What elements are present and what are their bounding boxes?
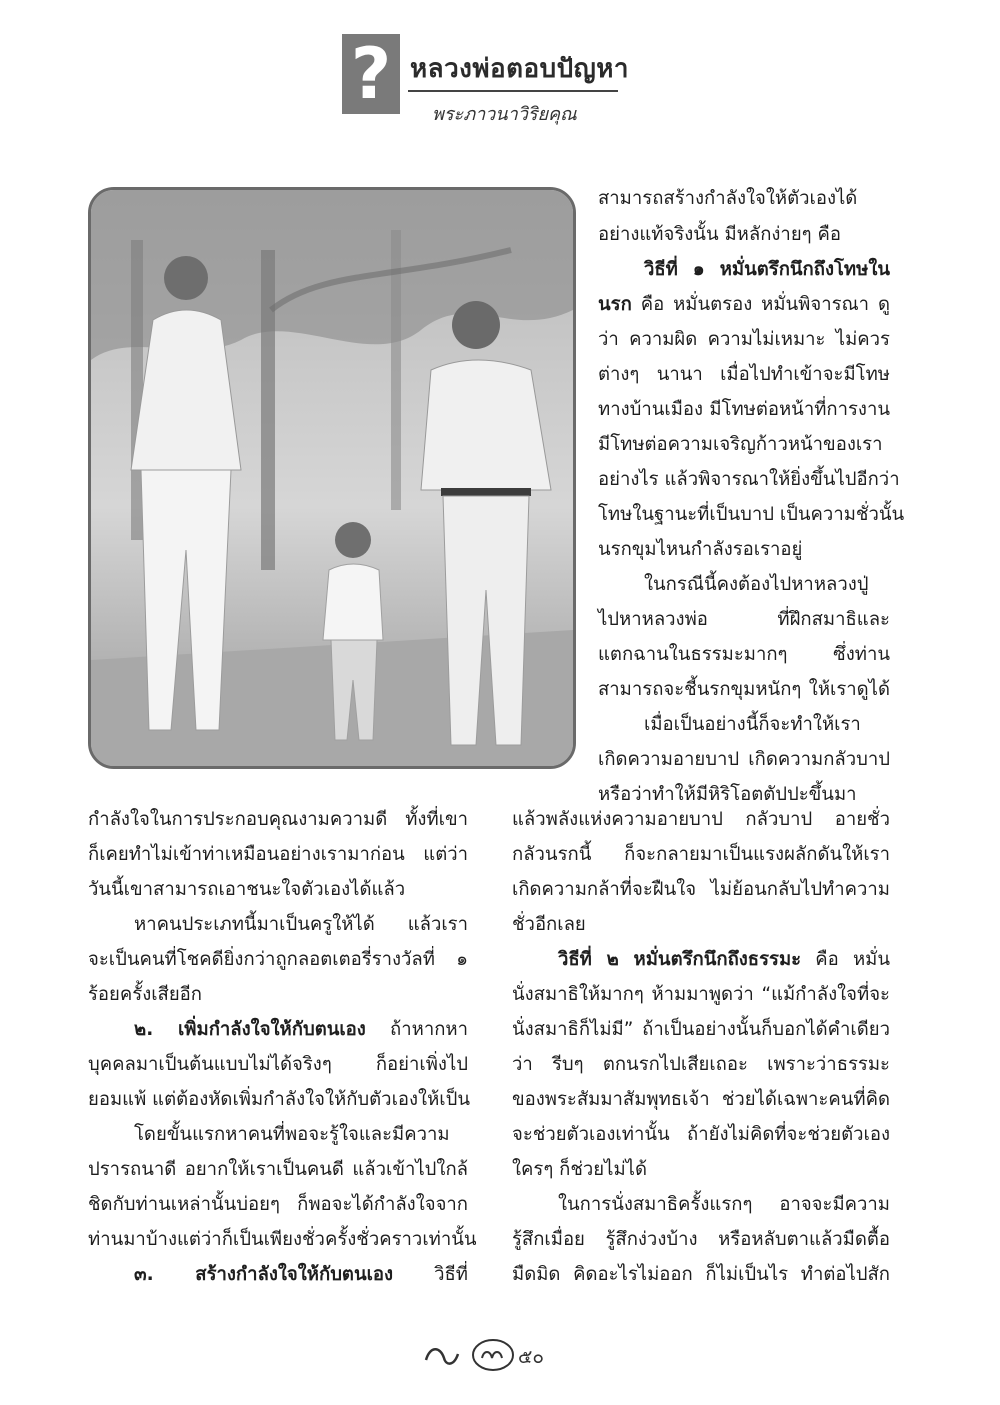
author-name: พระภาวนาวิริยคุณ [432, 104, 577, 125]
right-line-6: ต่างๆ นานา เมื่อไปทำเข้าจะมีโทษ [598, 364, 890, 385]
left-line-12: ชิดกับท่านเหล่านั้นบ่อยๆ ก็พอจะได้กำลังใจจาก [88, 1194, 468, 1215]
right-line-13: ไปหาหลวงพ่อ ที่ฝึกสมาธิและ [598, 609, 890, 630]
right-line-4 [598, 288, 890, 322]
title-divider [408, 90, 618, 92]
question-mark-icon: ? [342, 34, 400, 114]
right-line-1: สามารถสร้างกำลังใจให้ตัวเองได้ [598, 188, 858, 209]
right-lower-line-5 [512, 943, 890, 977]
right-line-18: หรือว่าทำให้มีหิริโอตตัปปะขึ้นมา [598, 784, 857, 805]
right-line-9: อย่างไร แล้วพิจารณาให้ยิ่งขึ้นไปอีกว่า [598, 469, 900, 490]
right-lower-line-10: จะช่วยตัวเองเท่านั้น ถ้ายังไม่คิดที่จะช่วยตัวเอง [512, 1124, 890, 1145]
right-lower-line-3: เกิดความกล้าที่จะฝืนใจ ไม่ย้อนกลับไปทำความ [512, 879, 890, 900]
left-line-6: ร้อยครั้งเสียอีก [88, 984, 202, 1005]
line-text: คือ หมั่นตรอง หมั่นพิจารณา ดู [631, 294, 890, 315]
line-text: ถ้าหากหา [365, 1019, 469, 1040]
right-lower-line-4: ชั่วอีกเลย [512, 914, 586, 935]
left-line-13: ท่านมาบ้างแต่ว่าก็เป็นเพียงชั่วครั้งชั่วคราวเท่านั้น [88, 1229, 477, 1250]
right-line-15: สามารถจะชี้นรกขุมหนักๆ ให้เราดูได้ [598, 679, 890, 700]
right-line-16: เมื่อเป็นอย่างนี้ก็จะทำให้เรา [644, 714, 861, 735]
page-number: ๕๐ [518, 1346, 544, 1368]
left-line-14 [88, 1258, 468, 1292]
right-lower-line-7: นั่งสมาธิก็ไม่มี” ถ้าเป็นอย่างนั้นก็บอกได้คำเดียว [512, 1019, 890, 1040]
right-line-10: โทษในฐานะที่เป็นบาป เป็นความชั่วนั้น [598, 504, 905, 525]
line-text: คือ หมั่น [801, 949, 890, 970]
left-line-2: ก็เคยทำไม่เข้าท่าเหมือนอย่างเรามาก่อน แต่ว่า [88, 844, 468, 865]
right-line-3 [598, 253, 890, 287]
left-line-7 [88, 1013, 468, 1047]
right-line-7: ทางบ้านเมือง มีโทษต่อหน้าที่การงาน [598, 399, 890, 420]
right-line-14: แตกฉานในธรรมะมากๆ ซึ่งท่าน [598, 644, 890, 665]
section-2-heading: ๒. เพิ่มกำลังใจให้กับตนเอง [134, 1019, 366, 1040]
right-lower-line-9: ของพระสัมมาสัมพุทธเจ้า ช่วยได้เฉพาะคนที่คิด [512, 1089, 890, 1110]
right-line-11: นรกขุมไหนกำลังรอเราอยู่ [598, 539, 803, 560]
magazine-logo [418, 1336, 518, 1374]
left-line-4: หาคนประเภทนี้มาเป็นครูให้ได้ แล้วเรา [134, 914, 468, 935]
left-line-1: กำลังใจในการประกอบคุณงามความดี ทั้งที่เขา [88, 809, 468, 830]
right-lower-line-8: ว่า รีบๆ ตกนรกไปเสียเถอะ เพราะว่าธรรมะ [512, 1054, 890, 1075]
method-2-heading: วิธีที่ ๒ หมั่นตรึกนึกถึงธรรมะ [558, 949, 802, 970]
section-3-heading: ๓. สร้างกำลังใจให้กับตนเอง [134, 1264, 394, 1285]
left-line-5: จะเป็นคนที่โชคดียิ่งกว่าถูกลอตเตอรี่รางวัลที่ ๑ [88, 949, 468, 970]
bold-word: นรก [598, 294, 632, 315]
right-lower-line-13: รู้สึกเมื่อย รู้สึกง่วงบ้าง หรือหลับตาแล้วมืดตื้อ [512, 1229, 890, 1250]
left-line-8: บุคคลมาเป็นต้นแบบไม่ได้จริงๆ ก็อย่าเพิ่งไป [88, 1054, 468, 1075]
right-line-12: ในกรณีนี้คงต้องไปหาหลวงปู่ [644, 574, 869, 595]
left-line-10: โดยขั้นแรกหาคนที่พอจะรู้ใจและมีความ [134, 1124, 450, 1145]
right-lower-line-6: นั่งสมาธิให้มากๆ ห้ามมาพูดว่า “แม้กำลังใจที่จะ [512, 984, 890, 1005]
family-walking-photo [88, 187, 576, 769]
right-lower-line-2: กลัวนรกนี้ ก็จะกลายมาเป็นแรงผลักดันให้เรา [512, 844, 890, 865]
right-lower-line-11: ใครๆ ก็ช่วยไม่ได้ [512, 1159, 647, 1180]
page-title: หลวงพ่อตอบปัญหา [410, 54, 630, 84]
left-line-11: ปรารถนาดี อยากให้เราเป็นคนดี แล้วเข้าไปใกล้ [88, 1159, 468, 1180]
right-line-2: อย่างแท้จริงนั้น มีหลักง่ายๆ คือ [598, 224, 841, 245]
right-lower-line-1: แล้วพลังแห่งความอายบาป กลัวบาป อายชั่ว [512, 809, 890, 830]
method-1-heading: วิธีที่ ๑ หมั่นตรึกนึกถึงโทษใน [644, 259, 890, 280]
right-line-5: ว่า ความผิด ความไม่เหมาะ ไม่ควร [598, 329, 890, 350]
right-lower-line-14: มืดมิด คิดอะไรไม่ออก ก็ไม่เป็นไร ทำต่อไปสัก [512, 1264, 890, 1285]
right-line-8: มีโทษต่อความเจริญก้าวหน้าของเรา [598, 434, 883, 455]
right-line-17: เกิดความอายบาป เกิดความกลัวบาป [598, 749, 890, 770]
left-line-9: ยอมแพ้ แต่ต้องหัดเพิ่มกำลังใจให้กับตัวเองให้เป็น [88, 1089, 470, 1110]
line-text: วิธีที่ [393, 1264, 468, 1285]
right-lower-line-12: ในการนั่งสมาธิครั้งแรกๆ อาจจะมีความ [558, 1194, 890, 1215]
left-line-3: วันนี้เขาสามารถเอาชนะใจตัวเองได้แล้ว [88, 879, 406, 900]
